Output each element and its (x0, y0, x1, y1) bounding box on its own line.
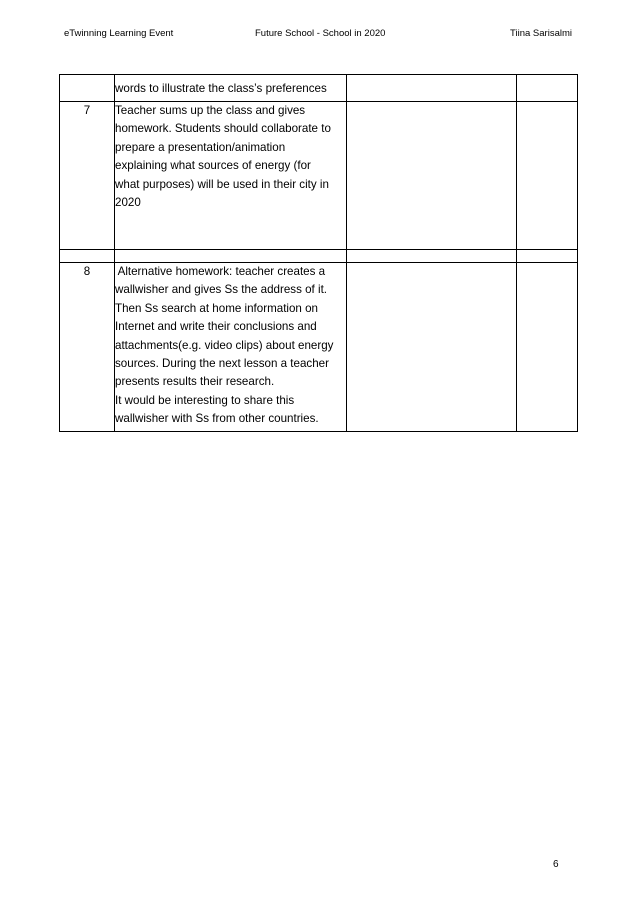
table-row-spacer (60, 250, 578, 263)
description-line: Teacher sums up the class and gives (115, 104, 306, 117)
description-line: explaining what sources of energy (for (115, 159, 311, 173)
description-line: wallwisher with Ss from other countries. (115, 412, 319, 426)
header-author: Tiina Sarisalmi (510, 28, 572, 39)
step-number-cell: 7 (60, 102, 115, 250)
table-row (60, 75, 578, 102)
description-line: wallwisher and gives Ss the address of it. (115, 283, 328, 297)
description-line: presents results their research. (115, 375, 275, 389)
description-line: It would be interesting to share this (115, 393, 295, 407)
empty-cell (517, 75, 578, 102)
activity-description-cell (115, 102, 347, 250)
empty-cell (517, 102, 578, 250)
empty-cell (115, 250, 347, 263)
page-header (0, 28, 638, 42)
lesson-plan-table (59, 74, 578, 432)
empty-cell (347, 102, 517, 250)
description-line: 2020 (115, 196, 141, 210)
description-line: sources. During the next lesson a teacher (115, 357, 329, 371)
activity-description-cell (115, 75, 347, 102)
description-line: what purposes) will be used in their city in (115, 177, 329, 191)
description-line: attachments(e.g. video clips) about energy (115, 338, 334, 352)
empty-cell (347, 263, 517, 432)
header-event-name: eTwinning Learning Event (64, 28, 174, 39)
empty-cell (347, 250, 517, 263)
step-number-cell (60, 75, 115, 102)
description-line: Alternative homework: teacher creates a (115, 265, 326, 278)
description-line: prepare a presentation/animation (115, 140, 286, 154)
description-line: Then Ss search at home information on (115, 301, 318, 315)
description-line: words to illustrate the class’s preferences (115, 82, 327, 95)
empty-cell (517, 250, 578, 263)
step-number-cell: 8 (60, 263, 115, 432)
page-number: 6 (553, 859, 559, 870)
activity-description-cell (115, 263, 347, 432)
empty-cell (60, 250, 115, 263)
table-row (60, 102, 578, 250)
empty-cell (517, 263, 578, 432)
description-line: Internet and write their conclusions and (115, 320, 317, 334)
table-row (60, 263, 578, 432)
description-line: homework. Students should collaborate to (115, 122, 331, 136)
empty-cell (347, 75, 517, 102)
header-document-title: Future School - School in 2020 (255, 28, 386, 39)
